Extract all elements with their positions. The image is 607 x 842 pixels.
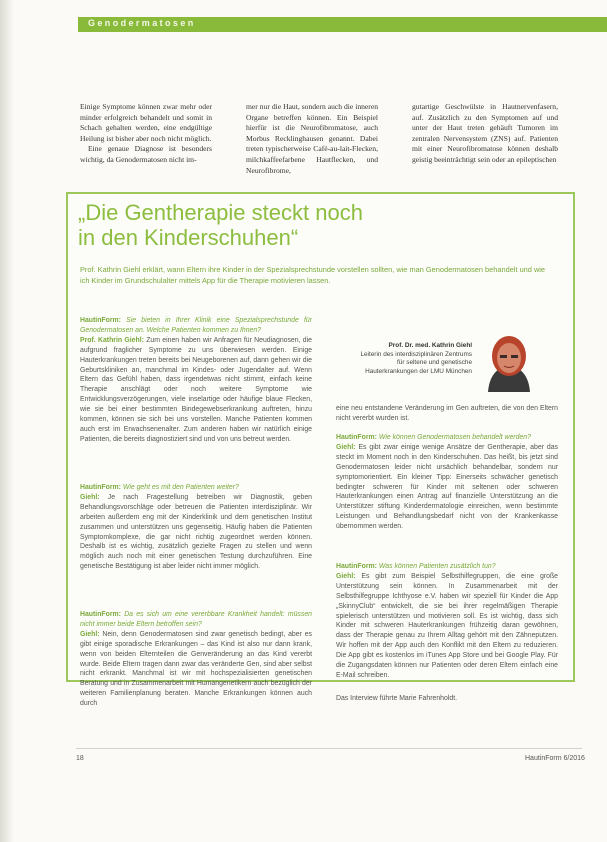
headline-line: in den Kinderschuhen“: [78, 225, 299, 250]
text-column-2: [246, 102, 378, 176]
page-gutter: [0, 0, 14, 842]
paragraph: Eine genaue Diagnose ist besonders wichtig, da Genodermatosen nicht im-: [80, 144, 212, 164]
question-text: Wie können Genodermatosen behandelt werden?: [376, 434, 531, 441]
question-text: Wie geht es mit den Patienten weiter?: [120, 484, 239, 491]
question-label: HautinForm:: [336, 563, 377, 570]
question-label: HautinForm:: [80, 317, 121, 324]
question-text: Sie bieten in Ihrer Klinik eine Spezialsprechstunde für Genodermatosen an. Welche Patienten kommen zu Ihnen?: [80, 317, 312, 334]
headline-line: „Die Gentherapie steckt noch: [78, 200, 363, 225]
answer-label: Giehl:: [336, 443, 356, 451]
qa-block-2: [80, 483, 312, 572]
portrait-caption: [352, 342, 472, 376]
question-text: Da es sich um eine vererbbare Krankheit handelt: müssen nicht immer beide Eltern betroffen sein?: [80, 611, 312, 628]
answer-label: Prof. Kathrin Giehl:: [80, 336, 144, 344]
answer-label: Giehl:: [336, 572, 356, 580]
answer-continuation: eine neu entstandene Veränderung im Gen auftreten, die von den Eltern nicht vererbt wurden ist.: [336, 405, 558, 422]
page-number: 18: [76, 755, 84, 762]
paragraph: mer nur die Haut, sondern auch die inneren Organe betreffen können. Ein Beispiel hierfür ist die Neurofibromatose, auch Morbus Recklinghausen genannt. Dabei treten typischerweise Café-au-lait-Flecken, milchkaffeefarbene Hautflecken, und Neurofibrome,: [246, 102, 378, 175]
answer-text: Nein, denn Genodermatosen sind zwar genetisch bedingt, aber es gibt einige sporadische Erkrankungen – das Kind ist also nur dann krank, wenn von beiden Elternteilen die Genveränderung an das Kind vererbt wurde. Beide Eltern tragen dann zwar das veränderte Gen, sind aber selbst nicht erkrankt. Manchmal ist wir mit hochspezialisierten genetischen Beratung und in Zusammenarbeit mit Humangenetikern auch bezüglich der weiteren Familienplanung beraten. Manche Erkrankungen können auch durch: [80, 630, 312, 708]
question-text: Was können Patienten zusätzlich tun?: [376, 563, 496, 570]
answer-label: Giehl:: [80, 493, 100, 501]
question-label: HautinForm:: [336, 434, 377, 441]
section-title: Genodermatosen: [88, 18, 196, 28]
portrait-photo: [480, 328, 538, 392]
footer-divider: [76, 748, 582, 749]
caption-role: Leiterin des interdisziplinären Zentrums für seltene und genetische Hauterkrankungen der LMU München: [360, 350, 472, 375]
text-column-3: [412, 102, 558, 166]
paragraph: Einige Symptome können zwar mehr oder minder erfolgreich behandelt und somit in Schach gehalten werden, eine endgültige Heilung ist bisher aber noch nicht möglich.: [80, 102, 212, 143]
qa-block-3: [80, 610, 312, 709]
interview-headline: [78, 200, 363, 250]
question-label: HautinForm:: [80, 484, 121, 491]
interview-credit: Das Interview führte Marie Fahrenholdt.: [336, 695, 458, 702]
question-label: HautinForm:: [80, 611, 121, 618]
answer-text: Je nach Fragestellung betreiben wir Diagnostik, geben Behandlungsvorschläge oder betreuen die Patienten interdisziplinär. Wir arbeiten außerdem eng mit der Kinderklinik und dem genetischen Institut zusammen und unterstützen uns gegenseitig. Häufig haben die Patienten Symptomkomplexe, die gar nicht richtig zugeordnet werden können. Deshalb ist es wichtig, zusätzlich gezielte Fragen zu stellen und wenn möglich auch noch mit einer genetischen Testung durchzuführen. Eine genetische Bestätigung ist aber leider nicht immer möglich.: [80, 493, 312, 571]
answer-label: Giehl:: [80, 630, 100, 638]
interview-intro: Prof. Kathrin Giehl erklärt, wann Eltern ihre Kinder in der Spezialsprechstunde vorstellen sollten, wie man Genodermatosen behandelt und wie ich Kinder im Grundschulalter mittels App für die Therapie motivieren lassen.: [80, 265, 546, 286]
issue-label: HautinForm 6/2016: [525, 755, 585, 762]
answer-text: Zum einen haben wir Anfragen für Neudiagnosen, die aufgrund fraglicher Symptome zu uns überwiesen werden. Einige Hauterkrankungen treten bereits bei Neugeborenen auf, dann gehen wir die Geburtskliniken an, manchmal im Kindes- oder Jugendalter auf. Wenn Eltern das Gefühl haben, dass irgendetwas nicht stimmt, einfach keine Therapie anschlägt oder noch weitere Symptome wie Entwicklungsverzögerungen, viele inselartige oder häufige blaue Flecken, wie sie bei einer bestimmten Bindegewebserkrankung auftreten, hinzu kommen, können sie sich bei uns vorstellen. Manche Patienten kommen auch erst im Erwachsenenalter. Zum anderen haben wir natürlich einige Patienten, die bereits diagnostiziert sind und von uns betreut werden.: [80, 336, 312, 443]
qa-block-4: [336, 433, 558, 532]
qa-block-1: [80, 316, 312, 445]
answer-text: Es gibt zwar einige wenige Ansätze der Gentherapie, aber das steckt im Moment noch in den Kinderschuhen. Das heißt, bis jetzt sind Genodermatosen leider nicht ursächlich behandelbar, sondern nur symptomorientiert. Ein kleiner Tipp: Einerseits schwächer genetisch bedingter schweren für Kinder mit seltenen oder schweren Hauterkrankungen einen Antrag auf finanzielle Unterstützung an die Unterstützer stiftung Kinderdermatologie einreichen, wenn bestimmte Leistungen und Behandlungsbedarf nicht von der Krankenkasse übernommen werden.: [336, 443, 558, 531]
answer-text: Es gibt zum Beispiel Selbsthilfegruppen, die eine große Unterstützung sein können. In Zusammenarbeit mit der Selbsthilfegruppe Ichthyose e.V. haben wir speziell für Kinder die App „SkinnyClub“ entwickelt, die sie bei ihrer regelmäßigen Therapie spielerisch unterstützen und motivieren soll. Es ist wichtig, dass sich Kinder mit schweren Hauterkrankungen frühzeitig daran gewöhnen, dass der Therapie genau zu Ihrem Alltag gehört mit den Zähneputzen. Wir hoffen mit der App auch den Konflikt mit den Eltern zu reduzieren. Die App gibt es kostenlos im iTunes App Store und bei Google Play. Für die Zugangsdaten können nur Patienten oder deren Eltern einfach eine E-Mail schreiben.: [336, 572, 558, 679]
caption-name: Prof. Dr. med. Kathrin Giehl: [388, 342, 472, 349]
text-column-1: [80, 102, 212, 166]
qa-block-5: [336, 562, 558, 681]
paragraph: gutartige Geschwülste in Hautnervenfasern, auf. Zusätzlich zu den Symptomen auf und unter der Haut treten gehäuft Tumoren im zentralen Nervensystem (ZNS) auf. Patienten mit einer Neurofibromatose können deshalb geistig beeinträchtigt sein oder an epileptischen: [412, 102, 558, 164]
